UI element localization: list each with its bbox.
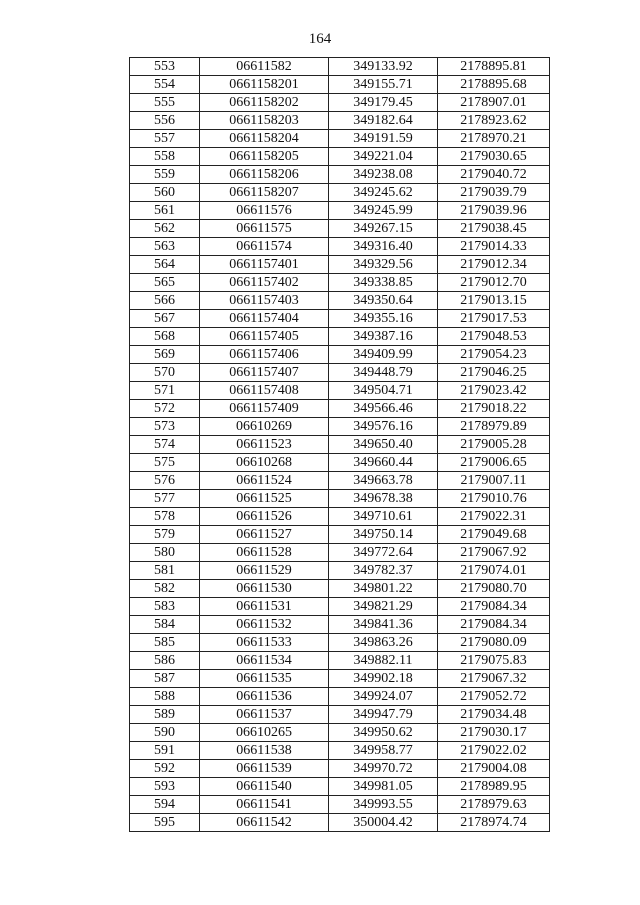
- row-index-cell: 574: [130, 436, 200, 454]
- table-row: [130, 112, 550, 130]
- table-row: [130, 544, 550, 562]
- x-coordinate-cell: 349387.16: [329, 328, 438, 346]
- point-code-cell: 06611533: [200, 634, 329, 652]
- row-index-cell: 575: [130, 454, 200, 472]
- point-code-cell: 0661158203: [200, 112, 329, 130]
- y-coordinate-cell: 2178895.81: [438, 58, 550, 76]
- row-index-cell: 578: [130, 508, 200, 526]
- row-index-cell: 588: [130, 688, 200, 706]
- table-row: [130, 670, 550, 688]
- x-coordinate-cell: 349710.61: [329, 508, 438, 526]
- point-code-cell: 06611529: [200, 562, 329, 580]
- x-coordinate-cell: 349863.26: [329, 634, 438, 652]
- row-index-cell: 565: [130, 274, 200, 292]
- point-code-cell: 06611539: [200, 760, 329, 778]
- point-code-cell: 0661157407: [200, 364, 329, 382]
- y-coordinate-cell: 2179012.70: [438, 274, 550, 292]
- x-coordinate-cell: 350004.42: [329, 814, 438, 832]
- table-row: [130, 652, 550, 670]
- x-coordinate-cell: 349350.64: [329, 292, 438, 310]
- table-row: [130, 364, 550, 382]
- row-index-cell: 568: [130, 328, 200, 346]
- row-index-cell: 567: [130, 310, 200, 328]
- point-code-cell: 06611536: [200, 688, 329, 706]
- table-row: [130, 436, 550, 454]
- point-code-cell: 06611535: [200, 670, 329, 688]
- x-coordinate-cell: 349576.16: [329, 418, 438, 436]
- point-code-cell: 0661158205: [200, 148, 329, 166]
- row-index-cell: 592: [130, 760, 200, 778]
- table-row: [130, 328, 550, 346]
- y-coordinate-cell: 2179007.11: [438, 472, 550, 490]
- x-coordinate-cell: 349221.04: [329, 148, 438, 166]
- table-row: [130, 724, 550, 742]
- row-index-cell: 571: [130, 382, 200, 400]
- y-coordinate-cell: 2178907.01: [438, 94, 550, 112]
- x-coordinate-cell: 349182.64: [329, 112, 438, 130]
- point-code-cell: 06611526: [200, 508, 329, 526]
- y-coordinate-cell: 2179023.42: [438, 382, 550, 400]
- table-row: [130, 580, 550, 598]
- y-coordinate-cell: 2179004.08: [438, 760, 550, 778]
- point-code-cell: 06611542: [200, 814, 329, 832]
- point-code-cell: 0661158207: [200, 184, 329, 202]
- y-coordinate-cell: 2179067.32: [438, 670, 550, 688]
- x-coordinate-cell: 349902.18: [329, 670, 438, 688]
- table-row: [130, 562, 550, 580]
- row-index-cell: 556: [130, 112, 200, 130]
- x-coordinate-cell: 349772.64: [329, 544, 438, 562]
- table-row: [130, 400, 550, 418]
- y-coordinate-cell: 2179052.72: [438, 688, 550, 706]
- point-code-cell: 06611531: [200, 598, 329, 616]
- row-index-cell: 579: [130, 526, 200, 544]
- x-coordinate-cell: 349238.08: [329, 166, 438, 184]
- point-code-cell: 06611528: [200, 544, 329, 562]
- table-row: [130, 796, 550, 814]
- y-coordinate-cell: 2179084.34: [438, 616, 550, 634]
- table-row: [130, 94, 550, 112]
- table-row: [130, 508, 550, 526]
- point-code-cell: 06611540: [200, 778, 329, 796]
- x-coordinate-cell: 349355.16: [329, 310, 438, 328]
- table-row: [130, 598, 550, 616]
- y-coordinate-cell: 2179022.02: [438, 742, 550, 760]
- row-index-cell: 580: [130, 544, 200, 562]
- point-code-cell: 0661157405: [200, 328, 329, 346]
- row-index-cell: 594: [130, 796, 200, 814]
- point-code-cell: 06611527: [200, 526, 329, 544]
- x-coordinate-cell: 349660.44: [329, 454, 438, 472]
- y-coordinate-cell: 2178923.62: [438, 112, 550, 130]
- x-coordinate-cell: 349566.46: [329, 400, 438, 418]
- point-code-cell: 06611537: [200, 706, 329, 724]
- y-coordinate-cell: 2179014.33: [438, 238, 550, 256]
- table-row: [130, 742, 550, 760]
- x-coordinate-cell: 349245.62: [329, 184, 438, 202]
- coordinates-table: [129, 57, 550, 832]
- x-coordinate-cell: 349650.40: [329, 436, 438, 454]
- table-row: [130, 256, 550, 274]
- point-code-cell: 0661158204: [200, 130, 329, 148]
- y-coordinate-cell: 2179038.45: [438, 220, 550, 238]
- point-code-cell: 0661158206: [200, 166, 329, 184]
- y-coordinate-cell: 2179039.96: [438, 202, 550, 220]
- x-coordinate-cell: 349179.45: [329, 94, 438, 112]
- table-row: [130, 148, 550, 166]
- row-index-cell: 553: [130, 58, 200, 76]
- row-index-cell: 561: [130, 202, 200, 220]
- y-coordinate-cell: 2179030.17: [438, 724, 550, 742]
- point-code-cell: 06611541: [200, 796, 329, 814]
- x-coordinate-cell: 349882.11: [329, 652, 438, 670]
- y-coordinate-cell: 2178979.63: [438, 796, 550, 814]
- row-index-cell: 555: [130, 94, 200, 112]
- row-index-cell: 573: [130, 418, 200, 436]
- point-code-cell: 06611532: [200, 616, 329, 634]
- y-coordinate-cell: 2179012.34: [438, 256, 550, 274]
- point-code-cell: 0661157401: [200, 256, 329, 274]
- table-row: [130, 274, 550, 292]
- table-row: [130, 346, 550, 364]
- row-index-cell: 584: [130, 616, 200, 634]
- point-code-cell: 06611530: [200, 580, 329, 598]
- row-index-cell: 562: [130, 220, 200, 238]
- y-coordinate-cell: 2179067.92: [438, 544, 550, 562]
- table-row: [130, 814, 550, 832]
- x-coordinate-cell: 349191.59: [329, 130, 438, 148]
- table-row: [130, 526, 550, 544]
- table-row: [130, 706, 550, 724]
- x-coordinate-cell: 349329.56: [329, 256, 438, 274]
- point-code-cell: 06610269: [200, 418, 329, 436]
- y-coordinate-cell: 2179034.48: [438, 706, 550, 724]
- y-coordinate-cell: 2179080.70: [438, 580, 550, 598]
- table-row: [130, 472, 550, 490]
- row-index-cell: 559: [130, 166, 200, 184]
- row-index-cell: 587: [130, 670, 200, 688]
- row-index-cell: 593: [130, 778, 200, 796]
- row-index-cell: 589: [130, 706, 200, 724]
- x-coordinate-cell: 349993.55: [329, 796, 438, 814]
- point-code-cell: 0661157404: [200, 310, 329, 328]
- table-row: [130, 202, 550, 220]
- y-coordinate-cell: 2179049.68: [438, 526, 550, 544]
- table-row: [130, 292, 550, 310]
- row-index-cell: 560: [130, 184, 200, 202]
- x-coordinate-cell: 349245.99: [329, 202, 438, 220]
- x-coordinate-cell: 349801.22: [329, 580, 438, 598]
- x-coordinate-cell: 349663.78: [329, 472, 438, 490]
- x-coordinate-cell: 349841.36: [329, 616, 438, 634]
- x-coordinate-cell: 349782.37: [329, 562, 438, 580]
- point-code-cell: 06611582: [200, 58, 329, 76]
- y-coordinate-cell: 2178895.68: [438, 76, 550, 94]
- x-coordinate-cell: 349267.15: [329, 220, 438, 238]
- table-row: [130, 58, 550, 76]
- row-index-cell: 563: [130, 238, 200, 256]
- point-code-cell: 0661157403: [200, 292, 329, 310]
- x-coordinate-cell: 349409.99: [329, 346, 438, 364]
- y-coordinate-cell: 2179006.65: [438, 454, 550, 472]
- x-coordinate-cell: 349338.85: [329, 274, 438, 292]
- y-coordinate-cell: 2179018.22: [438, 400, 550, 418]
- x-coordinate-cell: 349316.40: [329, 238, 438, 256]
- row-index-cell: 566: [130, 292, 200, 310]
- table-row: [130, 382, 550, 400]
- x-coordinate-cell: 349504.71: [329, 382, 438, 400]
- point-code-cell: 06611574: [200, 238, 329, 256]
- y-coordinate-cell: 2179075.83: [438, 652, 550, 670]
- x-coordinate-cell: 349155.71: [329, 76, 438, 94]
- y-coordinate-cell: 2179054.23: [438, 346, 550, 364]
- table-row: [130, 130, 550, 148]
- table-row: [130, 310, 550, 328]
- y-coordinate-cell: 2179048.53: [438, 328, 550, 346]
- row-index-cell: 585: [130, 634, 200, 652]
- row-index-cell: 564: [130, 256, 200, 274]
- row-index-cell: 582: [130, 580, 200, 598]
- row-index-cell: 577: [130, 490, 200, 508]
- y-coordinate-cell: 2179080.09: [438, 634, 550, 652]
- point-code-cell: 0661157402: [200, 274, 329, 292]
- y-coordinate-cell: 2179040.72: [438, 166, 550, 184]
- table-row: [130, 76, 550, 94]
- row-index-cell: 586: [130, 652, 200, 670]
- y-coordinate-cell: 2178979.89: [438, 418, 550, 436]
- row-index-cell: 591: [130, 742, 200, 760]
- row-index-cell: 570: [130, 364, 200, 382]
- y-coordinate-cell: 2179084.34: [438, 598, 550, 616]
- x-coordinate-cell: 349981.05: [329, 778, 438, 796]
- table-row: [130, 418, 550, 436]
- table-row: [130, 184, 550, 202]
- y-coordinate-cell: 2178970.21: [438, 130, 550, 148]
- page-number: 164: [308, 31, 332, 47]
- point-code-cell: 06611525: [200, 490, 329, 508]
- table-row: [130, 688, 550, 706]
- y-coordinate-cell: 2179017.53: [438, 310, 550, 328]
- point-code-cell: 06610268: [200, 454, 329, 472]
- table-row: [130, 220, 550, 238]
- point-code-cell: 06611538: [200, 742, 329, 760]
- x-coordinate-cell: 349924.07: [329, 688, 438, 706]
- point-code-cell: 06611576: [200, 202, 329, 220]
- point-code-cell: 0661157406: [200, 346, 329, 364]
- table-row: [130, 778, 550, 796]
- coordinates-table-body: [130, 58, 550, 832]
- y-coordinate-cell: 2179046.25: [438, 364, 550, 382]
- row-index-cell: 590: [130, 724, 200, 742]
- x-coordinate-cell: 349448.79: [329, 364, 438, 382]
- row-index-cell: 583: [130, 598, 200, 616]
- x-coordinate-cell: 349970.72: [329, 760, 438, 778]
- y-coordinate-cell: 2179005.28: [438, 436, 550, 454]
- x-coordinate-cell: 349750.14: [329, 526, 438, 544]
- row-index-cell: 557: [130, 130, 200, 148]
- y-coordinate-cell: 2179030.65: [438, 148, 550, 166]
- y-coordinate-cell: 2178989.95: [438, 778, 550, 796]
- row-index-cell: 554: [130, 76, 200, 94]
- x-coordinate-cell: 349133.92: [329, 58, 438, 76]
- y-coordinate-cell: 2179074.01: [438, 562, 550, 580]
- y-coordinate-cell: 2179039.79: [438, 184, 550, 202]
- x-coordinate-cell: 349947.79: [329, 706, 438, 724]
- point-code-cell: 06610265: [200, 724, 329, 742]
- point-code-cell: 06611523: [200, 436, 329, 454]
- point-code-cell: 0661158201: [200, 76, 329, 94]
- row-index-cell: 558: [130, 148, 200, 166]
- y-coordinate-cell: 2179022.31: [438, 508, 550, 526]
- table-row: [130, 166, 550, 184]
- point-code-cell: 0661157409: [200, 400, 329, 418]
- table-row: [130, 490, 550, 508]
- row-index-cell: 595: [130, 814, 200, 832]
- x-coordinate-cell: 349958.77: [329, 742, 438, 760]
- table-row: [130, 634, 550, 652]
- y-coordinate-cell: 2179010.76: [438, 490, 550, 508]
- row-index-cell: 572: [130, 400, 200, 418]
- table-row: [130, 238, 550, 256]
- point-code-cell: 0661157408: [200, 382, 329, 400]
- point-code-cell: 06611524: [200, 472, 329, 490]
- point-code-cell: 0661158202: [200, 94, 329, 112]
- row-index-cell: 576: [130, 472, 200, 490]
- y-coordinate-cell: 2179013.15: [438, 292, 550, 310]
- x-coordinate-cell: 349821.29: [329, 598, 438, 616]
- table-row: [130, 616, 550, 634]
- table-row: [130, 454, 550, 472]
- y-coordinate-cell: 2178974.74: [438, 814, 550, 832]
- point-code-cell: 06611575: [200, 220, 329, 238]
- row-index-cell: 581: [130, 562, 200, 580]
- x-coordinate-cell: 349678.38: [329, 490, 438, 508]
- point-code-cell: 06611534: [200, 652, 329, 670]
- row-index-cell: 569: [130, 346, 200, 364]
- x-coordinate-cell: 349950.62: [329, 724, 438, 742]
- table-row: [130, 760, 550, 778]
